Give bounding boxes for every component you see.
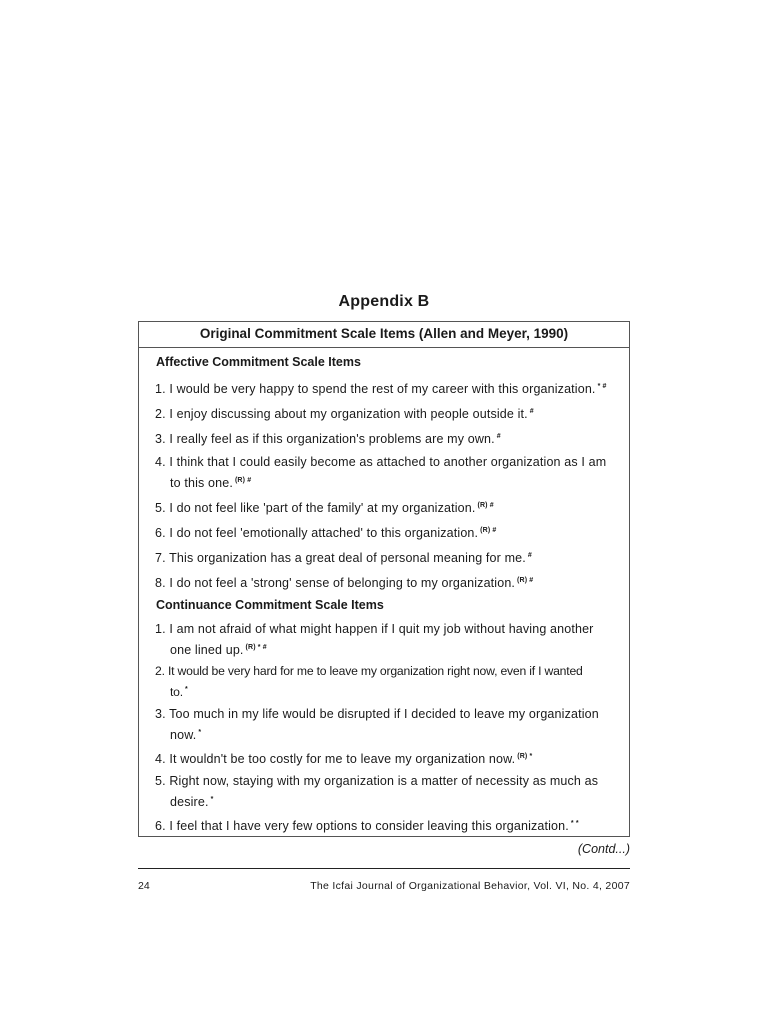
list-item: 8. I do not feel a 'strong' sense of belonging to my organization. $^{(R) \#}$ xyxy=(155,576,534,590)
continued-note: (Contd...) xyxy=(577,842,630,856)
list-item: 2. It would be very hard for me to leave my organization right now, even if I wanted to. * xyxy=(155,664,583,699)
list-item: 3. Too much in my life would be disrupted if I decided to leave my organization now. * xyxy=(155,707,599,742)
list-item: 3. I really feel as if this organization's problems are my own. # xyxy=(155,432,501,446)
footer-divider xyxy=(138,868,630,869)
appendix-title: Appendix B xyxy=(338,293,430,310)
journal-citation: The Icfai Journal of Organizational Behavior, Vol. VI, No. 4, 2007 xyxy=(310,880,630,892)
list-item: 4. It wouldn't be too costly for me to leave my organization now. $^{(R) *}$ xyxy=(155,752,533,766)
list-item: 1. I would be very happy to spend the rest of my career with this organization. * # xyxy=(155,382,607,396)
page-number: 24 xyxy=(138,880,150,892)
list-item: 4. I think that I could easily become as attached to another organization as I am to this one. $^{(R) \#}$ xyxy=(155,455,607,490)
section-heading-affective: Affective Commitment Scale Items xyxy=(156,355,361,369)
section-heading-continuance: Continuance Commitment Scale Items xyxy=(156,598,384,612)
list-item: 7. This organization has a great deal of personal meaning for me. # xyxy=(155,551,532,565)
list-item: 6. I feel that I have very few options to consider leaving this organization. * * xyxy=(155,819,579,833)
list-item: 5. Right now, staying with my organization is a matter of necessity as much as desire. * xyxy=(155,774,599,809)
list-item: 5. I do not feel like 'part of the family' at my organization. $^{(R) \#}$ xyxy=(155,501,494,515)
list-item: 1. I am not afraid of what might happen if I quit my job without having another one lined up. $^{(R) * \#}$ xyxy=(155,622,594,657)
list-item: 2. I enjoy discussing about my organization with people outside it. # xyxy=(155,407,534,421)
list-item: 6. I do not feel 'emotionally attached' to this organization. $^{(R) \#}$ xyxy=(155,526,497,540)
table-header: Original Commitment Scale Items (Allen and Meyer, 1990) xyxy=(139,322,629,348)
commitment-scale-table xyxy=(138,321,630,837)
